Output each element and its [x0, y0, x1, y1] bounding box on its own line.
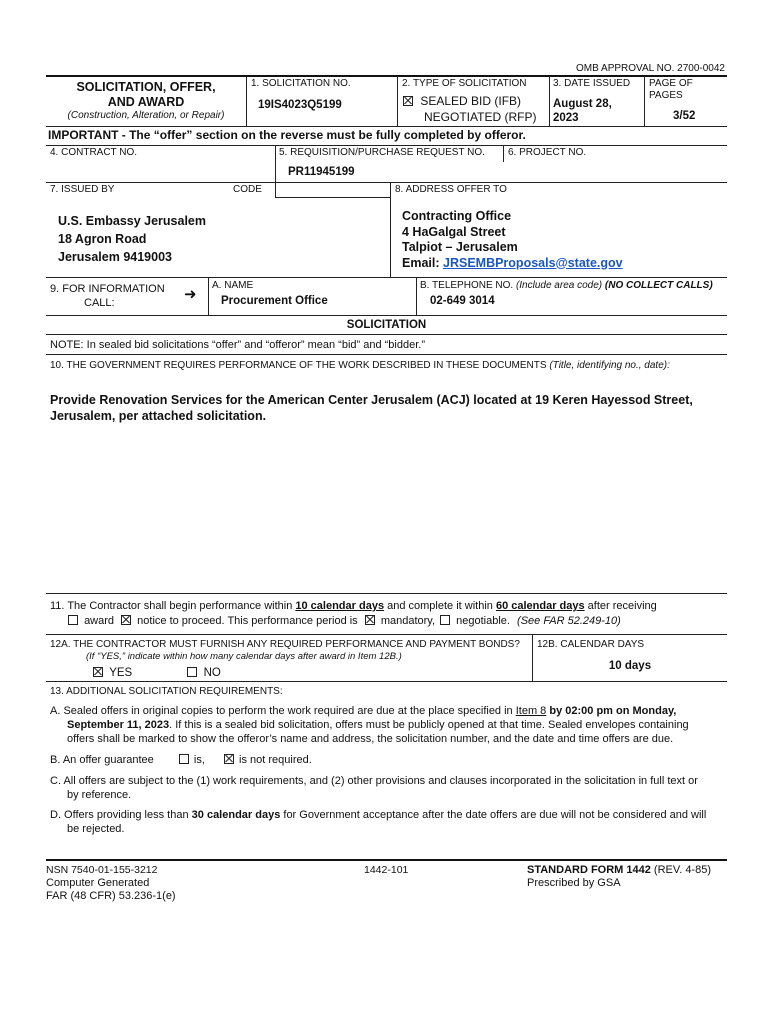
telephone-label — [420, 280, 713, 292]
address-offer-label: 8. ADDRESS OFFER TO — [395, 184, 507, 195]
form-title — [48, 80, 244, 110]
issued-by-line1: U.S. Embassy Jerusalem — [58, 214, 206, 228]
divider — [397, 76, 398, 126]
divider — [275, 183, 276, 197]
item13-c — [50, 774, 698, 802]
negotiable-label: negotiable. — [456, 615, 510, 627]
bonds-options — [93, 666, 221, 680]
issued-by-label: 7. ISSUED BY — [50, 184, 115, 195]
footer-far: FAR (48 CFR) 53.236-1(e) — [46, 890, 176, 902]
work-description-line1: Provide Renovation Services for the American Center Jerusalem (ACJ) located at 19 Keren Hayessod Street, — [50, 393, 693, 407]
date-issued-line2: 2023 — [553, 112, 579, 124]
item13-b — [50, 753, 312, 767]
item11-t1: 11. The Contractor shall begin performance within — [50, 600, 296, 612]
see-far: (See FAR 52.249-10) — [517, 615, 621, 627]
divider — [46, 681, 727, 682]
divider — [416, 278, 417, 316]
item13-a-pre: A. Sealed offers in original copies to perform the work required are due at the place specified in — [50, 705, 516, 717]
divider — [503, 146, 504, 162]
divider — [46, 182, 727, 183]
contract-no-label: 4. CONTRACT NO. — [50, 147, 138, 158]
divider — [46, 126, 727, 127]
info-call-line2: CALL: — [84, 297, 115, 309]
negotiable-checkbox[interactable] — [440, 615, 450, 625]
telephone-note: (Include area code) — [515, 280, 603, 291]
important-notice: IMPORTANT - The “offer” section on the reverse must be fully completed by offeror. — [48, 128, 526, 142]
item13-a — [50, 704, 689, 746]
date-issued-line1: August 28, — [553, 98, 612, 110]
divider — [275, 197, 391, 198]
offer-address-line3: Talpiot – Jerusalem — [402, 240, 518, 254]
omb-approval: OMB APPROVAL NO. 2700-0042 — [576, 63, 725, 74]
name-label: A. NAME — [212, 280, 254, 291]
project-no-label: 6. PROJECT NO. — [508, 147, 587, 158]
mandatory-label: mandatory, — [380, 615, 436, 627]
email-label: Email: — [402, 255, 443, 270]
mandatory-checkbox[interactable] — [365, 615, 375, 625]
solicitation-no-value[interactable]: 19IS4023Q5199 — [258, 99, 342, 111]
calendar-days-value[interactable]: 10 days — [608, 660, 652, 672]
item13-d-post: for Government acceptance after the date offers are due will not be considered and will — [280, 809, 707, 821]
item11-days1: 10 calendar days — [295, 600, 385, 612]
work-description — [50, 392, 693, 424]
bonds-yes-checkbox[interactable] — [93, 667, 103, 677]
pages-label-line1: PAGE OF — [649, 78, 693, 89]
divider — [46, 145, 727, 146]
telephone-label-main: B. TELEPHONE NO. — [420, 280, 516, 291]
bonds-yes-label: YES — [109, 667, 133, 679]
item11-t2: and complete it within — [384, 600, 496, 612]
code-label: CODE — [233, 184, 262, 195]
email-link[interactable]: JRSEMBProposals@state.gov — [443, 255, 623, 270]
divider — [275, 146, 276, 184]
item11-t3: after receiving — [584, 600, 657, 612]
divider — [644, 76, 645, 126]
item13-a-line2 — [50, 718, 689, 732]
top-border — [46, 75, 727, 77]
bonds-no-checkbox[interactable] — [187, 667, 197, 677]
info-call-line1: 9. FOR INFORMATION — [50, 283, 165, 295]
item13-d-line2: be rejected. — [67, 823, 125, 835]
item13-d-pre: D. Offers providing less than — [50, 809, 192, 821]
pages-label-line2: PAGES — [649, 90, 683, 101]
divider — [46, 277, 727, 278]
item13-a-line3: offers shall be marked to show the offeror’s name and address, the solicitation number, and the date and time offers are due. — [67, 733, 674, 745]
item12b-label: 12B. CALENDAR DAYS — [537, 639, 645, 650]
divider — [46, 315, 727, 316]
footer-left — [46, 864, 176, 903]
guarantee-isnot-checkbox[interactable] — [224, 754, 234, 764]
guarantee-is-label: is, — [193, 754, 205, 766]
item10-label-note: (Title, identifying no., date): — [549, 360, 670, 371]
divider — [208, 278, 209, 316]
offer-address-line2: 4 HaGalgal Street — [402, 224, 506, 239]
item10-label-main: 10. THE GOVERNMENT REQUIRES PERFORMANCE OF THE WORK DESCRIBED IN THESE DOCUMENTS — [50, 360, 547, 371]
solicitation-no-label: 1. SOLICITATION NO. — [251, 78, 351, 89]
offer-address — [402, 209, 623, 271]
work-description-line2: Jerusalem, per attached solicitation. — [50, 409, 267, 423]
type-of-solicitation-label: 2. TYPE OF SOLICITATION — [402, 78, 527, 89]
award-label: award — [84, 615, 115, 627]
form-title-line1: SOLICITATION, OFFER, — [76, 80, 216, 94]
sealed-bid-label: SEALED BID (IFB) — [420, 94, 522, 108]
notice-to-proceed-checkbox[interactable] — [121, 615, 131, 625]
item11-line2 — [68, 614, 621, 629]
divider — [390, 183, 391, 278]
offer-email-line — [402, 256, 623, 272]
item13-d — [50, 808, 706, 836]
footer-sf: STANDARD FORM 1442 — [527, 864, 651, 876]
date-issued-value[interactable] — [553, 97, 612, 125]
divider — [46, 334, 727, 335]
divider — [549, 76, 550, 126]
sealed-bid-note: NOTE: In sealed bid solicitations “offer” and “offeror” mean “bid” and “bidder.” — [50, 339, 425, 351]
info-call-label — [50, 282, 165, 310]
guarantee-is-checkbox[interactable] — [179, 754, 189, 764]
sealed-bid-checkbox[interactable] — [403, 96, 413, 106]
bonds-no-label: NO — [203, 667, 221, 679]
item13-a-rest1: . If this is a sealed bid solicitation, offers must be publicly opened at that time. Sealed envelopes containing — [169, 719, 689, 731]
requisition-label: 5. REQUISITION/PURCHASE REQUEST NO. — [279, 147, 485, 158]
footer-form-code: 1442-101 — [364, 864, 409, 876]
footer-sf-line — [527, 864, 711, 877]
negotiated-label: NEGOTIATED (RFP) — [424, 110, 537, 124]
notice-label: notice to proceed. This performance period is — [137, 615, 358, 627]
arrow-right-icon: ➜ — [184, 286, 197, 303]
item13-c-line1: C. All offers are subject to the (1) work requirements, and (2) other provisions and clauses incorporated in the solicitation in full text or — [50, 775, 698, 787]
footer-computer: Computer Generated — [46, 877, 150, 889]
item12a-note: (If “YES,” indicate within how many calendar days after award in Item 12B.) — [86, 651, 402, 662]
item13-a-item: Item 8 — [515, 705, 547, 717]
offer-address-line1: Contracting Office — [402, 209, 512, 223]
footer-rev: (REV. 4-85) — [650, 864, 711, 876]
award-checkbox[interactable] — [68, 615, 78, 625]
item13-a-date: September 11, 2023 — [67, 719, 170, 731]
telephone-value[interactable]: 02-649 3014 — [430, 295, 495, 307]
solicitation-heading: SOLICITATION — [346, 319, 427, 331]
date-issued-label: 3. DATE ISSUED — [553, 78, 631, 89]
footer-prescribed: Prescribed by GSA — [527, 877, 621, 889]
sealed-bid-option — [403, 94, 521, 109]
divider — [46, 354, 727, 355]
footer-border — [46, 859, 727, 861]
item13-d-days: 30 calendar days — [191, 809, 281, 821]
item11-days2: 60 calendar days — [495, 600, 585, 612]
requisition-value[interactable]: PR11945199 — [288, 166, 355, 178]
item13-a-by: by 02:00 pm on Monday, — [546, 705, 677, 717]
form-subtitle: (Construction, Alteration, or Repair) — [67, 110, 225, 121]
no-collect-calls: (NO COLLECT CALLS) — [604, 280, 713, 291]
footer-right — [527, 864, 711, 890]
form-title-line2: AND AWARD — [107, 95, 185, 109]
pages-value[interactable]: 3/52 — [673, 110, 696, 122]
item13-c-line2: by reference. — [67, 789, 132, 801]
footer-nsn: NSN 7540-01-155-3212 — [46, 864, 158, 876]
issued-by-line2: 18 Agron Road — [58, 232, 147, 246]
guarantee-label: B. An offer guarantee — [50, 754, 154, 766]
issued-by-line3: Jerusalem 9419003 — [58, 250, 172, 264]
item13-label: 13. ADDITIONAL SOLICITATION REQUIREMENTS: — [50, 686, 283, 697]
divider — [46, 634, 727, 635]
item13-d-line1 — [50, 808, 706, 822]
contact-name[interactable]: Procurement Office — [221, 295, 328, 307]
divider — [46, 593, 727, 594]
item13-a-line1 — [50, 704, 689, 718]
item11-line1 — [50, 599, 657, 614]
guarantee-isnot-label: is not required. — [239, 754, 312, 766]
divider — [246, 76, 247, 126]
pages-label — [649, 78, 693, 102]
issued-by-address[interactable] — [58, 212, 206, 266]
item10-label — [50, 360, 670, 372]
item12a-label: 12A. THE CONTRACTOR MUST FURNISH ANY REQUIRED PERFORMANCE AND PAYMENT BONDS? — [50, 639, 520, 650]
